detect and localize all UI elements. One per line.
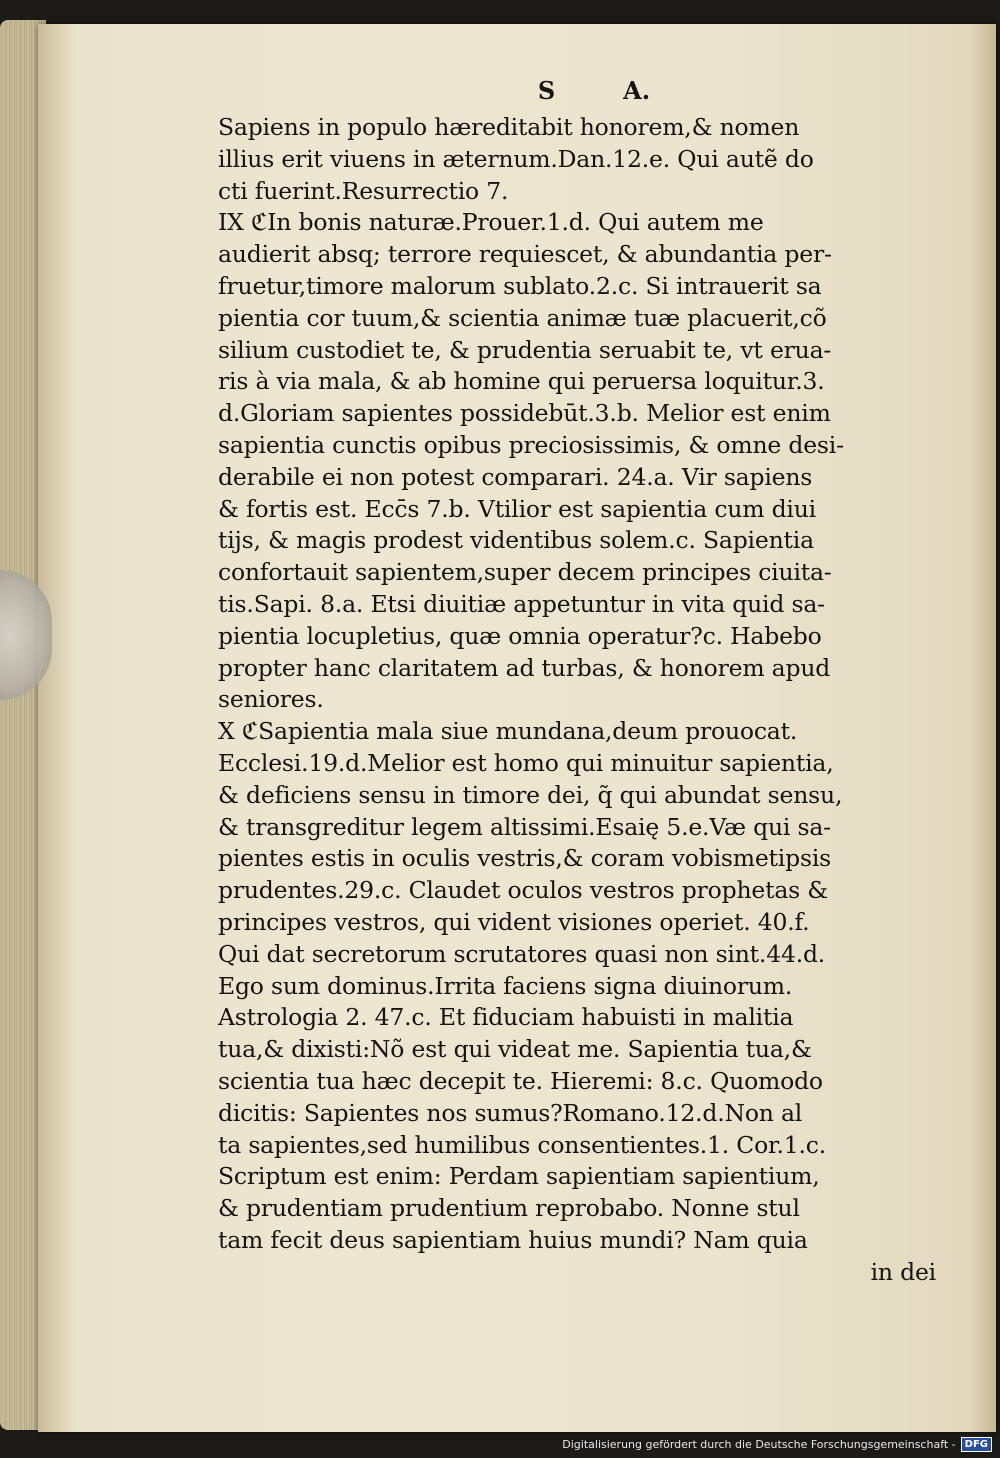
text-line: sapientia cunctis opibus preciosissimis, & omne desi- (218, 430, 844, 459)
dfg-logo: DFG (961, 1437, 992, 1452)
text-line: & transgreditur legem altissimi.Esaię 5.e.Væ qui sa- (218, 812, 831, 841)
text-line: Scriptum est enim: Perdam sapientiam sapientium, (218, 1162, 820, 1191)
text-line: Sapiens in populo hæreditabit honorem,& nomen (218, 113, 800, 141)
text-line: pientia locupletius, quæ omnia operatur?c. Habebo (218, 621, 822, 650)
footer-credit (562, 1434, 992, 1454)
text-line: cti fuerint.Resurrectio 7. (218, 176, 509, 205)
text-line: principes vestros, qui vident visiones operiet. 40.f. (218, 907, 810, 936)
text-line: tam fecit deus sapientiam huius mundi? Nam quia (218, 1225, 808, 1254)
page-header (218, 70, 940, 112)
text-line: silium custodiet te, & prudentia seruabit te, vt erua- (218, 335, 832, 364)
text-line: Qui dat secretorum scrutatores quasi non sint.44.d. (218, 939, 826, 968)
text-line: illius erit viuens in æternum.Dan.12.e. Qui autẽ do (218, 144, 814, 173)
text-line: Ego sum dominus.Irrita faciens signa diuinorum. (218, 971, 793, 1000)
footer-text: Digitalisierung gefördert durch die Deutsche Forschungsgemeinschaft - (562, 1437, 956, 1451)
text-line: Astrologia 2. 47.c. Et fiduciam habuisti in malitia (218, 1003, 794, 1032)
page-text-block (218, 70, 940, 1288)
text-line: IX ℭIn bonis naturæ.Prouer.1.d. Qui autem me (218, 208, 764, 237)
text-line: ris à via mala, & ab homine qui peruersa loquitur.3. (218, 367, 825, 396)
text-line: prudentes.29.c. Claudet oculos vestros prophetas & (218, 876, 829, 905)
text-line: & fortis est. Ecc̄s 7.b. Vtilior est sapientia cum diui (218, 494, 816, 523)
text-line: confortauit sapientem,super decem principes ciuita- (218, 558, 832, 587)
text-line: audierit absq; terrore requiescet, & abundantia per- (218, 240, 832, 269)
text-line: ta sapientes,sed humilibus consentientes.1. Cor.1.c. (218, 1130, 826, 1159)
text-line: dicitis: Sapientes nos sumus?Romano.12.d.Non al (218, 1098, 803, 1127)
text-line: fruetur,timore malorum sublato.2.c. Si intrauerit sa (218, 271, 822, 300)
text-line: & deficiens sensu in timore dei, q̃ qui abundat sensu, (218, 780, 843, 809)
text-line: & prudentiam prudentium reprobabo. Nonne stul (218, 1194, 800, 1223)
text-line: tis.Sapi. 8.a. Etsi diuitiæ appetuntur in vita quid sa- (218, 589, 825, 618)
signature-mark: S (537, 76, 556, 105)
text-line: pientes estis in oculis vestris,& coram vobismetipsis (218, 844, 831, 873)
text-lines (218, 112, 940, 1257)
text-line: pientia cor tuum,& scientia animæ tuæ placuerit,cõ (218, 303, 827, 332)
text-line: seniores. (218, 685, 324, 714)
text-line: tua,& dixisti:Nõ est qui videat me. Sapientia tua,& (218, 1035, 812, 1064)
text-line: d.Gloriam sapientes possidebūt.3.b. Melior est enim (218, 399, 831, 428)
section-letter: A. (623, 76, 651, 105)
text-line: scientia tua hæc decepit te. Hieremi: 8.c. Quomodo (218, 1066, 823, 1095)
text-line: tijs, & magis prodest videntibus solem.c. Sapientia (218, 526, 814, 555)
text-line: propter hanc claritatem ad turbas, & honorem apud (218, 653, 831, 682)
text-line: X ℭSapientia mala siue mundana,deum prouocat. (218, 717, 798, 746)
text-line: Ecclesi.19.d.Melior est homo qui minuitur sapientia, (218, 748, 834, 777)
text-line: derabile ei non potest comparari. 24.a. Vir sapiens (218, 462, 813, 491)
catchword: in dei (870, 1257, 936, 1286)
